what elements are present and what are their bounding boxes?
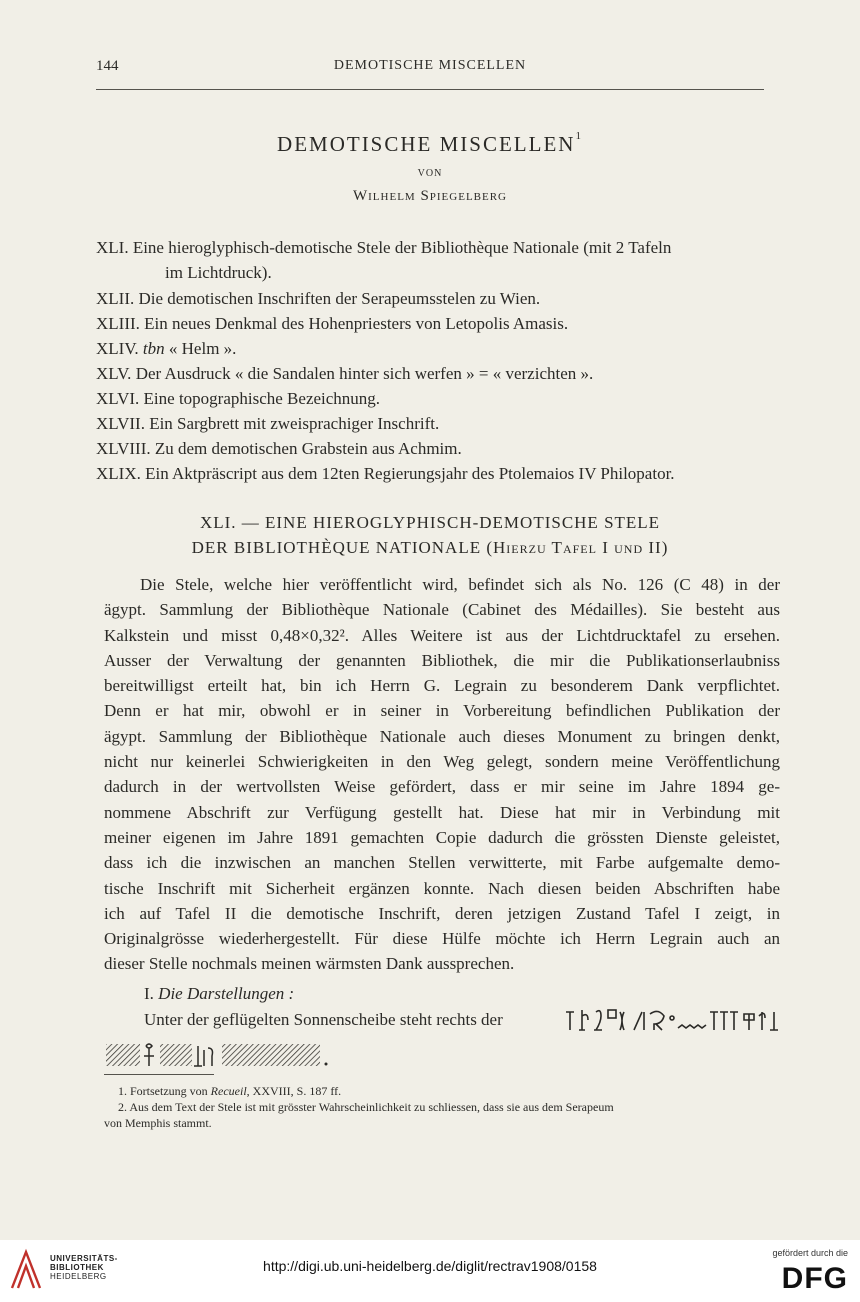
toc-item bbox=[96, 412, 439, 435]
toc-item bbox=[96, 437, 462, 460]
section-heading-line2 bbox=[0, 535, 860, 560]
section-heading-part: I bbox=[596, 538, 615, 557]
byline-von: VON bbox=[417, 168, 443, 179]
toc-number: XLI. bbox=[96, 238, 129, 257]
toc-text: Eine topographische Bezeichnung. bbox=[143, 389, 381, 408]
toc-item bbox=[96, 387, 380, 410]
running-title: DEMOTISCHE MISCELLEN bbox=[333, 58, 527, 73]
toc-number: XLIV. bbox=[96, 339, 139, 358]
subsection-title: Die Darstellungen : bbox=[158, 984, 295, 1003]
paragraph-line: meiner eigenen im Jahre 1891 gemachten Copie dadurch die grössten Dienste geleistet, bbox=[104, 827, 780, 847]
footnote-text: Fortsetzung von bbox=[130, 1084, 211, 1098]
footnote-text-italic: Recueil bbox=[210, 1084, 247, 1098]
toc-number: XLII. bbox=[96, 289, 135, 308]
toc-text: Zu dem demotischen Grabstein aus Achmim. bbox=[154, 439, 462, 458]
footnote-2 bbox=[118, 1100, 614, 1115]
toc-number: XLVIII. bbox=[96, 439, 151, 458]
toc-item bbox=[96, 362, 593, 385]
permalink-url[interactable]: http://digi.ub.uni-heidelberg.de/diglit/rectrav1908/0158 bbox=[263, 1258, 597, 1274]
toc-item bbox=[96, 287, 540, 310]
section-heading-line1: XLI. — EINE HIEROGLYPHISCH-DEMOTISCHE STELE bbox=[199, 513, 661, 532]
viewer-footer bbox=[0, 1240, 860, 1302]
footnote-1 bbox=[118, 1084, 341, 1099]
toc-text: « Helm ». bbox=[164, 339, 237, 358]
hieroglyph-inscription-image bbox=[564, 1006, 780, 1036]
article-title bbox=[0, 132, 860, 157]
footnote-rule bbox=[104, 1074, 214, 1075]
paragraph-line: ich auf Tafel II die demotische Inschrift, deren jetzigen Zustand Tafel I zeigt, in bbox=[104, 903, 780, 923]
toc-item bbox=[96, 337, 236, 360]
paragraph-line: dadurch in der wertvollsten Weise gefördert, dass er mir seine im Jahre 1894 ge- bbox=[104, 777, 780, 797]
paragraph-line: nommene Abschrift zur Verfügung gestellt hat. Diese hat mir in Verbindung mit bbox=[104, 802, 780, 822]
paragraph-line: Die Stele, welche hier veröffentlicht wird, befindet sich als No. 126 (C 48) in der bbox=[140, 575, 780, 594]
logo-line: HEIDELBERG bbox=[50, 1272, 107, 1281]
toc-item-continuation bbox=[165, 261, 272, 284]
paragraph-line: nicht nur keinerlei Schwierigkeiten in den Weg gelegt, sondern meine Veröffentlichung bbox=[104, 752, 780, 772]
article-title-text: DEMOTISCHE MISCELLEN bbox=[277, 132, 576, 156]
running-head bbox=[96, 58, 764, 80]
toc-text: Die demotischen Inschriften der Serapeumsstelen zu Wien. bbox=[138, 289, 541, 308]
toc-text: Ein neues Denkmal des Hohenpriesters von Letopolis Amasis. bbox=[144, 314, 569, 333]
paragraph-line: Kalkstein und misst 0,48×0,32². Alles Weitere ist aus der Lichtdrucktafel zu ersehen. bbox=[104, 625, 780, 645]
dfg-logo[interactable]: DFG bbox=[781, 1262, 848, 1295]
hieroglyph-line bbox=[144, 1010, 780, 1038]
toc-text: Der Ausdruck « die Sandalen hinter sich werfen » = « verzichten ». bbox=[135, 364, 594, 383]
toc-text: im Lichtdruck). bbox=[165, 263, 272, 282]
section-heading-part: Hierzu Tafel bbox=[493, 538, 597, 557]
title-footnote-marker: 1 bbox=[575, 130, 583, 142]
hieroglyph-line-text: Unter der geflügelten Sonnenscheibe steht rechts der bbox=[144, 1010, 503, 1029]
toc-text: Ein Aktpräscript aus dem 12ten Regierungsjahr des Ptolemaios IV Philopator. bbox=[145, 464, 675, 483]
paragraph-line: Denn er hat mir, obwohl er in seiner in Vorbereitung befindlichen Publikation der bbox=[104, 701, 780, 721]
damaged-inscription-hatching bbox=[104, 1040, 334, 1068]
section-heading bbox=[0, 510, 860, 560]
subsection-number: I. bbox=[144, 984, 154, 1003]
section-heading-part: II) bbox=[643, 538, 669, 557]
toc-item bbox=[96, 462, 675, 485]
toc-text: Eine hieroglyphisch-demotische Stele der Bibliothèque Nationale (mit 2 Tafeln bbox=[132, 238, 672, 257]
footnote-text: Aus dem Text der Stele ist mit grösster Wahrscheinlichkeit zu schliessen, dass sie aus dem Serapeum bbox=[129, 1100, 614, 1114]
subsection-heading bbox=[144, 984, 294, 1004]
paragraph-line: dass ich die inzwischen an manchen Stellen verwitterte, mit Farbe aufgemalte demo- bbox=[104, 853, 780, 873]
paragraph-line: tische Inschrift mit Sicherheit ergänzen konnte. Nach diesen beiden Abschriften habe bbox=[104, 878, 780, 898]
page-number: 144 bbox=[96, 58, 119, 74]
paragraph-line: bereitwilligst erteilt hat, bin ich Herrn G. Legrain zu besonderem Dank verpflichtet. bbox=[104, 676, 780, 696]
footnote-text: , XXVIII, S. 187 ff. bbox=[246, 1084, 342, 1098]
logo-line: BIBLIOTHEK bbox=[50, 1263, 104, 1272]
logo-line: UNIVERSITÄTS- bbox=[50, 1254, 118, 1263]
toc-number: XLIX. bbox=[96, 464, 141, 483]
footnote-number: 2. bbox=[118, 1100, 127, 1114]
section-heading-part: DER BIBLIOTHÈQUE NATIONALE ( bbox=[191, 538, 494, 557]
paragraph-line: ägypt. Sammlung der Bibliothèque Nationale auch dieses Monument zu bringen denkt, bbox=[104, 726, 780, 746]
header-rule bbox=[96, 89, 764, 90]
dfg-funding-note: gefördert durch die bbox=[772, 1248, 848, 1258]
toc-number: XLVII. bbox=[96, 414, 145, 433]
paragraph-line: Ausser der Verwaltung der genannten Bibliothek, die mir die Publikationserlaubniss bbox=[104, 650, 780, 670]
toc-number: XLV. bbox=[96, 364, 132, 383]
body-paragraph bbox=[104, 572, 780, 977]
author-name: Wilhelm Spiegelberg bbox=[352, 188, 507, 204]
paragraph-line: ägypt. Sammlung der Bibliothèque Nationale (Cabinet des Médailles). Sie besteht aus bbox=[104, 600, 780, 620]
paragraph-line: dieser Stelle nochmals meinen wärmsten Dank aussprechen. bbox=[104, 954, 515, 974]
toc-text: Ein Sargbrett mit zweisprachiger Inschrift. bbox=[149, 414, 440, 433]
footnote-number: 1. bbox=[118, 1084, 127, 1098]
toc-number: XLIII. bbox=[96, 314, 140, 333]
toc-text-italic: tbn bbox=[142, 339, 165, 358]
toc-item bbox=[96, 312, 568, 335]
footnote-2-continuation bbox=[104, 1116, 212, 1131]
toc-number: XLVI. bbox=[96, 389, 140, 408]
footnote-text: von Memphis stammt. bbox=[104, 1116, 212, 1130]
toc-item bbox=[96, 236, 671, 259]
paragraph-line: Originalgrösse wiederhergestellt. Für diese Hülfe möchte ich Herrn Legrain auch an bbox=[104, 929, 780, 949]
section-heading-part: und bbox=[614, 538, 644, 557]
